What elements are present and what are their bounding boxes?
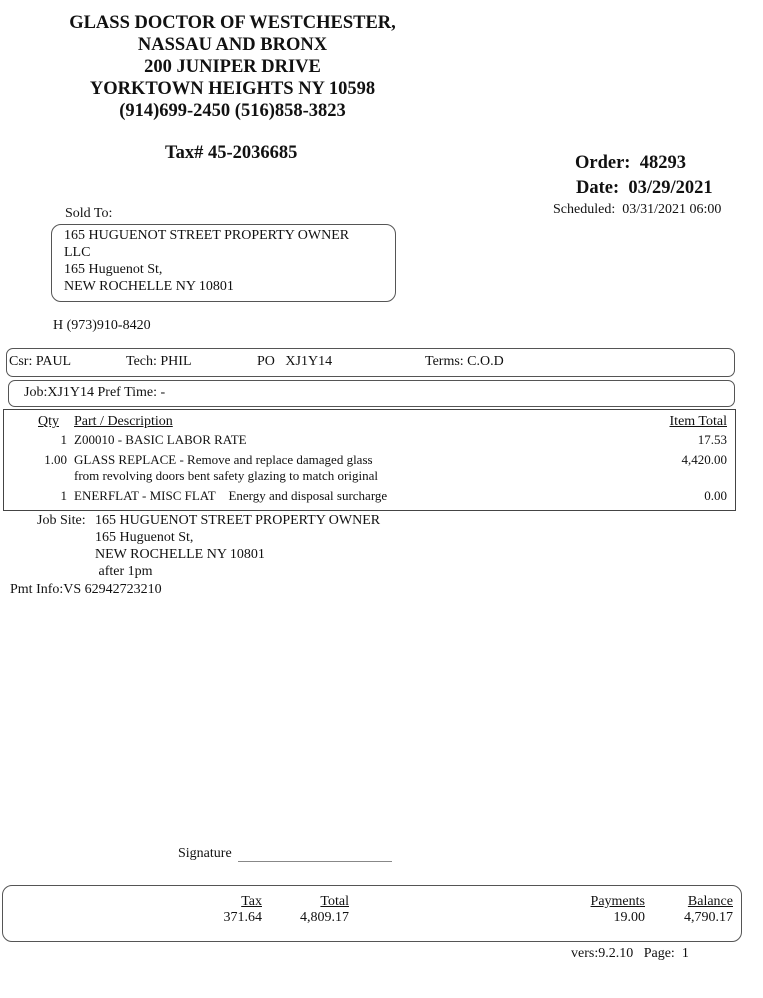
row-description: GLASS REPLACE - Remove and replace damaged glass [74,452,373,467]
page-label: Page: [643,946,675,961]
company-header [50,12,415,122]
scheduled-value: 03/31/2021 06:00 [622,202,722,217]
payment-info: Pmt Info:VS 62942723210 [10,582,162,597]
company-name-line-1: GLASS DOCTOR OF WESTCHESTER, [69,13,396,33]
date-value: 03/29/2021 [628,178,713,198]
row-description: Z00010 - BASIC LABOR RATE [74,432,247,447]
scheduled-label: Scheduled: [553,202,616,217]
company-name-line-2: NASSAU AND BRONX [137,35,328,55]
payments-value: 19.00 [613,910,645,925]
po-number: PO XJ1Y14 [257,354,333,369]
sold-to-line: 165 Huguenot St, [64,262,163,277]
company-address: 200 JUNIPER DRIVE [144,57,321,77]
totals-box [2,885,742,942]
sold-to-box [51,224,396,302]
customer-phone: H (973)910-8420 [53,318,151,333]
item-total-header: Item Total [669,414,727,429]
total-label: Total [320,894,349,909]
order-label: Order: [575,153,631,173]
job-site-note: after 1pm [95,564,153,579]
info-bar [6,348,735,377]
balance-value: 4,790.17 [684,910,733,925]
job-pref-time: Job:XJ1Y14 Pref Time: - [24,385,166,400]
sold-to-line: NEW ROCHELLE NY 10801 [64,279,234,294]
row-description-continued: from revolving doors bent safety glazing to match original [74,468,378,483]
tech: Tech: PHIL [126,354,192,369]
order-date [576,178,713,199]
tax-column [224,894,263,926]
row-total: 0.00 [704,488,727,503]
tax-id: Tax# 45-2036685 [165,143,298,163]
row-qty: 1 [60,488,67,503]
job-site-label: Job Site: [37,513,86,528]
company-city: YORKTOWN HEIGHTS NY 10598 [89,79,376,99]
job-site-line: 165 Huguenot St, [95,530,194,545]
order-number-value: 48293 [639,153,686,173]
sold-to-line: LLC [64,245,91,260]
csr: Csr: PAUL [9,354,72,369]
scheduled [553,202,721,218]
version: vers:9.2.10 [571,946,634,961]
total-column [300,894,349,926]
footer [571,946,689,962]
row-qty: 1.00 [44,452,67,467]
date-label: Date: [576,178,620,198]
job-bar [8,380,735,407]
signature-label: Signature [178,846,232,861]
terms: Terms: C.O.D [425,354,504,369]
page-number: 1 [681,946,689,961]
signature-line[interactable] [238,861,392,862]
description-header: Part / Description [74,414,173,429]
row-qty: 1 [60,432,67,447]
line-items-table [3,409,736,511]
balance-label: Balance [687,894,733,909]
payments-column [591,894,645,926]
row-description: ENERFLAT - MISC FLAT Energy and disposal surcharge [74,488,388,503]
company-phones: (914)699-2450 (516)858-3823 [119,101,346,121]
sold-to-line: 165 HUGUENOT STREET PROPERTY OWNER [64,228,350,243]
tax-value: 371.64 [223,910,262,925]
payments-label: Payments [590,894,645,909]
row-total: 4,420.00 [681,452,727,467]
row-total: 17.53 [697,432,727,447]
job-site-line: NEW ROCHELLE NY 10801 [95,547,265,562]
job-site-line: 165 HUGUENOT STREET PROPERTY OWNER [95,513,381,528]
total-value: 4,809.17 [300,910,349,925]
sold-to-label: Sold To: [65,206,113,221]
balance-column [684,894,733,926]
qty-header: Qty [38,414,59,429]
order-number [575,153,686,174]
tax-label: Tax [241,894,262,909]
